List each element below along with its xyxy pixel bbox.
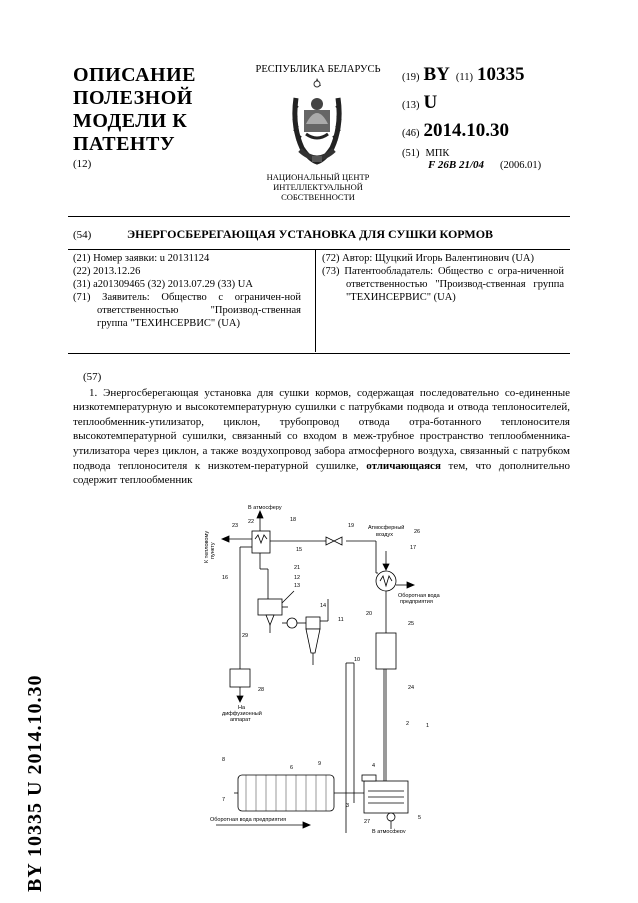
label-to-diff-3: аппарат	[230, 717, 251, 723]
diagram-number-26: 26	[414, 529, 421, 535]
divider-top	[68, 216, 570, 217]
diagram-number-16: 16	[222, 575, 229, 581]
abstract-tail: тем, что дополнительно содержит теплообменник	[73, 459, 571, 487]
info-table-divider	[315, 249, 316, 352]
label-to-diff-1: На	[238, 705, 246, 711]
diagram-number-28: 28	[258, 687, 265, 693]
priority-data: (31) a201309465 (32) 2013.07.29 (33) UA	[73, 279, 253, 290]
info-right-column	[322, 252, 564, 304]
invention-title-text: ЭНЕРГОСБЕРЕГАЮЩАЯ УСТАНОВКА ДЛЯ СУШКИ КОРМОВ	[127, 227, 494, 241]
label-to-heat: К тепловому	[204, 530, 210, 563]
diagram-number-13: 13	[294, 583, 301, 589]
diagram-number-23: 23	[232, 523, 239, 529]
patent-holder: (73) Патентообладатель: Общество с огра-ниченной ответственностью "Производ-ственная группа "ТЕХИНСЕРВИС" (UA)	[322, 266, 564, 303]
title-line-4: ПАТЕНТУ	[73, 133, 175, 155]
diagram-number-3: 3	[346, 803, 350, 809]
mpk-label: МПК	[425, 148, 450, 159]
diagram-number-2: 2	[406, 721, 410, 727]
title-line-3: МОДЕЛИ К	[73, 110, 188, 132]
diagram-number-22: 22	[248, 519, 255, 525]
abstract	[73, 370, 570, 488]
label-atm-top: В атмосферу	[248, 505, 282, 511]
label-air: воздух	[376, 532, 393, 538]
diagram-number-11: 11	[338, 617, 344, 623]
mpk-code: F 26B 21/04	[428, 159, 485, 171]
code-54: (54)	[73, 229, 92, 241]
vertical-sidebar-id: BY 10335 U 2014.10.30	[24, 674, 46, 892]
abstract-bold-word: отличающаяся	[366, 459, 441, 472]
code-13: (13)	[402, 100, 420, 111]
title-line-1: ОПИСАНИЕ	[73, 64, 197, 86]
filing-date: (22) 2013.12.26	[73, 266, 141, 277]
diagram-number-8: 8	[222, 757, 226, 763]
diagram-number-14: 14	[320, 603, 327, 609]
code-19: (19)	[402, 72, 420, 83]
publication-date: 2014.10.30	[423, 120, 509, 141]
diagram-number-10: 10	[354, 657, 361, 663]
center-line-1: НАЦИОНАЛЬНЫЙ ЦЕНТР	[266, 172, 370, 182]
center-line-2: ИНТЕЛЛЕКТУАЛЬНОЙ	[273, 182, 363, 192]
diagram-number-6: 6	[290, 765, 294, 771]
diagram-number-4: 4	[372, 763, 376, 769]
invention-title	[73, 227, 570, 242]
diagram-number-9: 9	[318, 761, 322, 767]
diagram-number-29: 29	[242, 633, 249, 639]
diagram-number-27: 27	[364, 819, 371, 825]
abstract-text: 1. Энергосберегающая установка для сушки кормов, содержащая последовательно со-единенные низкотемпературную и высокотемпературную сушилки с патрубками подвода и отвода теплоносителей, теплообменник-утилизатор, циклон, трубопровод отвода отра-ботанного теплоносителя высокотемпературной сушилки, связанный со входом в меж-трубное пространство теплообменника-утилизатора через циклон, а также воздухопровод забора атмосферного воздуха, связанный с патрубком подвода теплоносителя к низкотем-пературной сушилке,	[73, 386, 570, 472]
label-atm-air: Атмосферный	[368, 525, 405, 531]
code-51: (51)	[402, 148, 420, 159]
info-left-column	[73, 252, 301, 330]
abstract-paragraph	[73, 386, 570, 488]
diagram-number-1: 1	[426, 723, 430, 729]
code-57: (57)	[83, 371, 102, 383]
label-recycled-water: Оборотная вода	[398, 593, 440, 599]
center-line-3: СОБСТВЕННОСТИ	[281, 192, 355, 202]
author: (72) Автор: Щуцкий Игорь Валентинович (UA)	[322, 253, 534, 264]
code-11: (11)	[455, 72, 474, 83]
diagram-number-25: 25	[408, 621, 415, 627]
applicant: (71) Заявитель: Общество с ограничен-ной ответственностью "Производ-ственная группа "ТЕХИНСЕРВИС" (UA)	[73, 292, 301, 329]
kind-code: U	[423, 92, 438, 113]
diagram-number-17: 17	[410, 545, 417, 551]
application-number: (21) Номер заявки: u 20131124	[73, 253, 210, 264]
code-46: (46)	[402, 128, 420, 139]
title-line-2: ПОЛЕЗНОЙ	[73, 87, 193, 109]
label-node: пункту	[210, 542, 216, 559]
code-12: (12)	[73, 158, 92, 170]
national-center-name	[240, 172, 396, 202]
diagram-number-18: 18	[290, 517, 297, 523]
label-enterprise: предприятия	[400, 599, 433, 605]
label-atm-bottom: В атмосферу	[372, 829, 406, 833]
diagram-number-19: 19	[348, 523, 355, 529]
patent-number: 10335	[477, 64, 525, 85]
republic-name: РЕСПУБЛИКА БЕЛАРУСЬ	[255, 64, 381, 75]
diagram-number-20: 20	[366, 611, 373, 617]
diagram-number-5: 5	[418, 815, 422, 821]
diagram-number-12: 12	[294, 575, 301, 581]
country-code: BY	[423, 64, 450, 85]
document-title	[73, 64, 196, 156]
installation-diagram	[196, 503, 456, 833]
label-to-diff-2: диффузионный	[222, 711, 262, 717]
label-bottom-water: Оборотная вода предприятия	[210, 817, 287, 823]
diagram-number-15: 15	[296, 547, 303, 553]
bibliographic-codes	[402, 64, 602, 175]
mpk-version: (2006.01)	[500, 160, 542, 171]
state-emblem-icon	[284, 76, 350, 172]
diagram-number-24: 24	[408, 685, 415, 691]
diagram-number-7: 7	[222, 797, 226, 803]
diagram-number-21: 21	[294, 565, 301, 571]
